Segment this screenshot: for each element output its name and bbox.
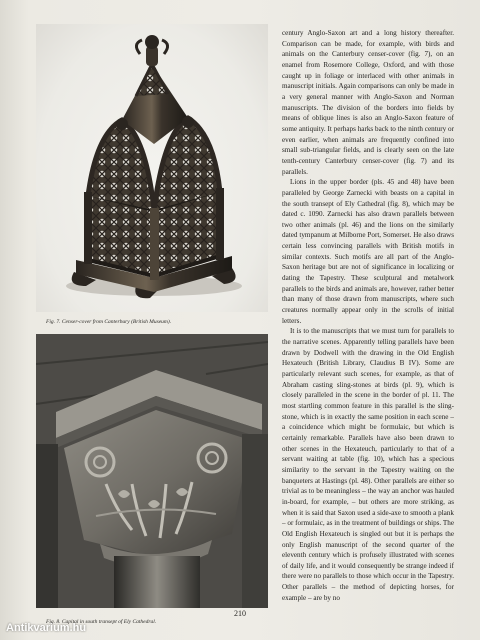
figure-caption: Fig. 8. Capital in south transept of Ely Cathedral. xyxy=(46,619,157,625)
page-number: 210 xyxy=(234,609,246,618)
figure-censer-photo xyxy=(36,24,268,312)
paragraph: It is to the manuscripts that we must turn for parallels to the narrative scenes. Apparently telling parallels have been drawn by Dodwell with the drawing in the Old English Hexateuch (British Library, Claudius B IV). Some are particularly relevant such scenes, for example, as that of Abraham casting sling-stones at birds (pl. 9), which is closely paralleled in the scene in the border of pl. 11. The most startling common feature in this parallel is the sling-stone, which is in exactly the same position in each scene – a coincidence which might be formulaic, but which is certainly remarkable. Parallels have also been drawn to other scenes in the Hexateuch, particularly to that of a servant waiting at table (fig. 10), which has a specious similarity to the servant in the Tapestry waiting on the banqueters at Hastings (pl. 48). Other parallels are either so trivial as to be meaningless – the way an anchor was hauled in-board, for example, – but others are more striking, as when it is said that Saxon used a side-axe to smooth a plank – or formulaic, as in the treatment of buildings or ships. The Old English Hexateuch is singled out but it is perhaps the only English manuscript of the second quarter of the eleventh century which is profusely illustrated with scenes of daily life, and it would consequently be strange indeed if there were no parallels to those which occur in the Tapestry. Other parallels – the method of depicting horses, for example – are by no xyxy=(282,327,454,602)
body-text-column xyxy=(282,28,454,603)
figure-caption: Fig. 7. Censer-cover from Canterbury (British Museum). xyxy=(46,319,172,325)
paragraph: Lions in the upper border (pls. 45 and 48) have been paralleled by George Zarnecki with beasts on a capital in the south transept of Ely Cathedral (fig. 8), which may be dated c. 1090. Zarnecki has also drawn parallels between two other animals (pl. 46) and the lions on the similarly dated tympanum at Milborne Port, Somerset. He also draws certain less convincing parallels with British motifs in similar contexts. Such motifs are all part of the Anglo-Saxon heritage but are not of significance in localizing or dating the Tapestry. These sculptural and metalwork parallels to the birds and animals are, however, rather better than many of those drawn from manuscripts, where such creatures normally appear only in the scrolls of initial letters. xyxy=(282,178,454,325)
watermark: Antikvarium.hu xyxy=(6,622,87,634)
figure-capital-photo xyxy=(36,334,268,608)
paragraph: century Anglo-Saxon art and a long history thereafter. Comparison can be made, for example, with birds and animals on the Canterbury censer-cover (fig. 7), on an enamel from Rosemore College, Oxford, and with those caught up in foliage or interlaced with other animals in manuscript initials. Again comparisons can only be made in a very general manner with Anglo-Saxon and Norman manuscripts. The division of the borders into fields by means of oblique lines is also an Anglo-Saxon feature of some antiquity. It perhaps harks back to the ninth century or even earlier, when animals are frequently confined into small sub-triangular fields, and is clearly seen on the late tenth-century Canterbury censer-cover (fig. 7) and its parallels. xyxy=(282,29,454,176)
